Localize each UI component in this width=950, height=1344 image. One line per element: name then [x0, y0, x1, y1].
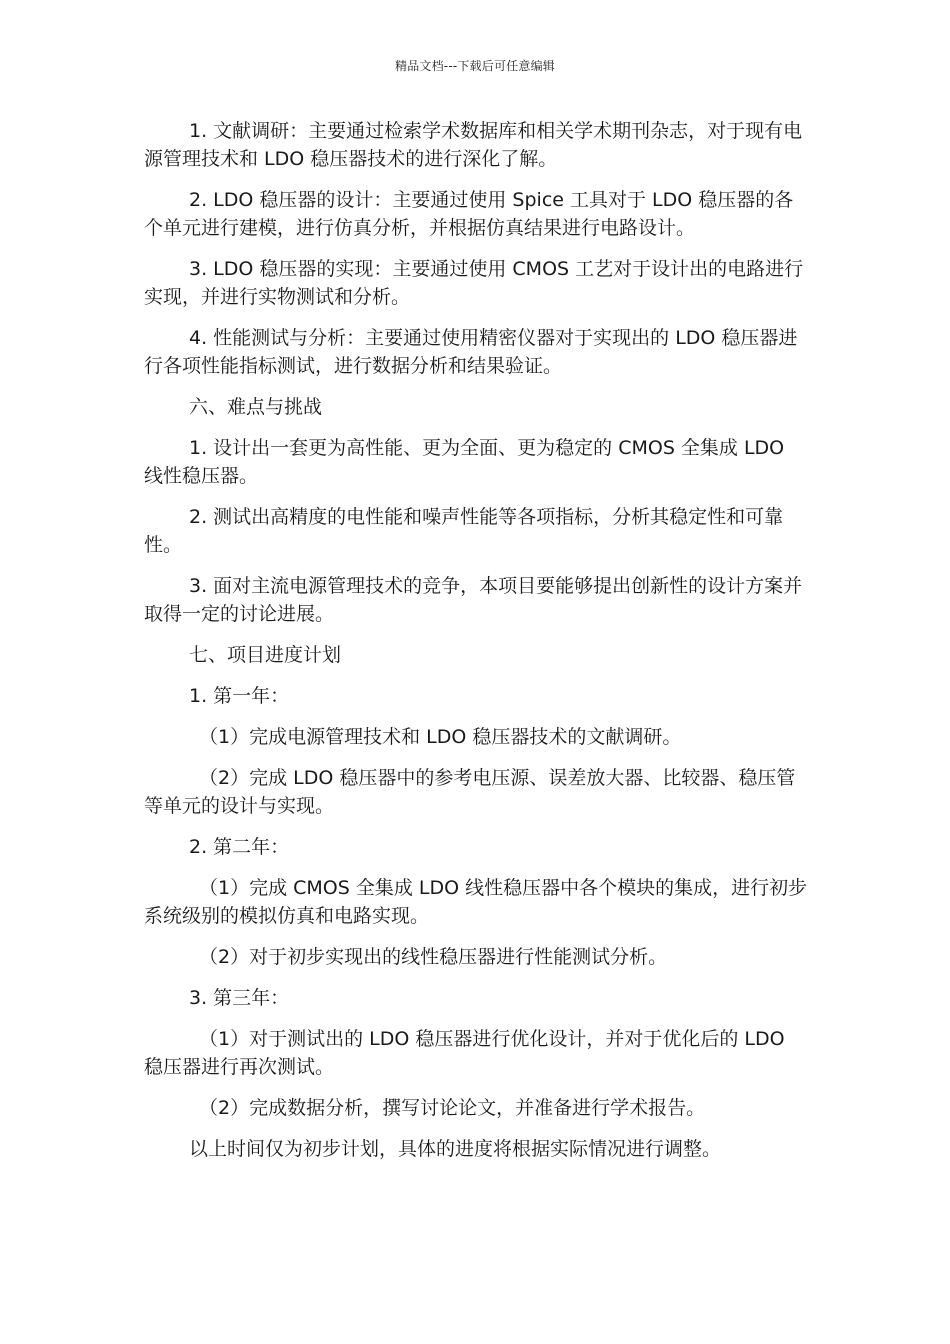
schedule-year-2: 2. 第二年：: [189, 836, 290, 858]
document-body: [144, 117, 809, 1176]
schedule-year-2-item-1: （1）完成 CMOS 全集成 LDO 线性稳压器中各个模块的集成，进行初步系统级别的模拟仿真和电路实现。: [144, 877, 808, 927]
paragraph-challenge-2: 2. 测试出高精度的电性能和噪声性能等各项指标，分析其稳定性和可靠性。: [144, 506, 784, 556]
page-header: 精品文档---下载后可任意编辑: [395, 59, 555, 73]
schedule-year-1: 1. 第一年：: [189, 685, 290, 707]
schedule-year-1-item-1: （1）完成电源管理技术和 LDO 稳压器技术的文献调研。: [199, 726, 682, 748]
paragraph-performance-test: 4. 性能测试与分析：主要通过使用精密仪器对于实现出的 LDO 稳压器进行各项性能指标测试，进行数据分析和结果验证。: [144, 327, 798, 377]
section-heading-schedule: 七、项目进度计划: [189, 644, 342, 666]
schedule-year-2-item-2: （2）对于初步实现出的线性稳压器进行性能测试分析。: [199, 946, 668, 968]
schedule-year-1-item-2: （2）完成 LDO 稳压器中的参考电压源、误差放大器、比较器、稳压管等单元的设计与实现。: [144, 767, 796, 817]
schedule-year-3-item-2: （2）完成数据分析，撰写讨论论文，并准备进行学术报告。: [199, 1097, 706, 1119]
paragraph-challenge-3: 3. 面对主流电源管理技术的竞争，本项目要能够提出创新性的设计方案并取得一定的讨论进展。: [144, 575, 803, 625]
section-heading-challenges: 六、难点与挑战: [189, 396, 323, 418]
paragraph-schedule-note: 以上时间仅为初步计划，具体的进度将根据实际情况进行调整。: [189, 1138, 722, 1160]
paragraph-literature-review: 1. 文献调研：主要通过检索学术数据库和相关学术期刊杂志，对于现有电源管理技术和 LDO 稳压器技术的进行深化了解。: [144, 120, 803, 170]
schedule-year-3: 3. 第三年：: [189, 987, 290, 1009]
schedule-year-3-item-1: （1）对于测试出的 LDO 稳压器进行优化设计，并对于优化后的 LDO 稳压器进行再次测试。: [144, 1028, 785, 1078]
paragraph-challenge-1: 1. 设计出一套更为高性能、更为全面、更为稳定的 CMOS 全集成 LDO 线性稳压器。: [144, 437, 785, 487]
paragraph-ldo-implementation: 3. LDO 稳压器的实现：主要通过使用 CMOS 工艺对于设计出的电路进行实现，并进行实物测试和分析。: [144, 258, 804, 308]
paragraph-ldo-design: 2. LDO 稳压器的设计：主要通过使用 Spice 工具对于 LDO 稳压器的各个单元进行建模，进行仿真分析，并根据仿真结果进行电路设计。: [144, 189, 794, 239]
